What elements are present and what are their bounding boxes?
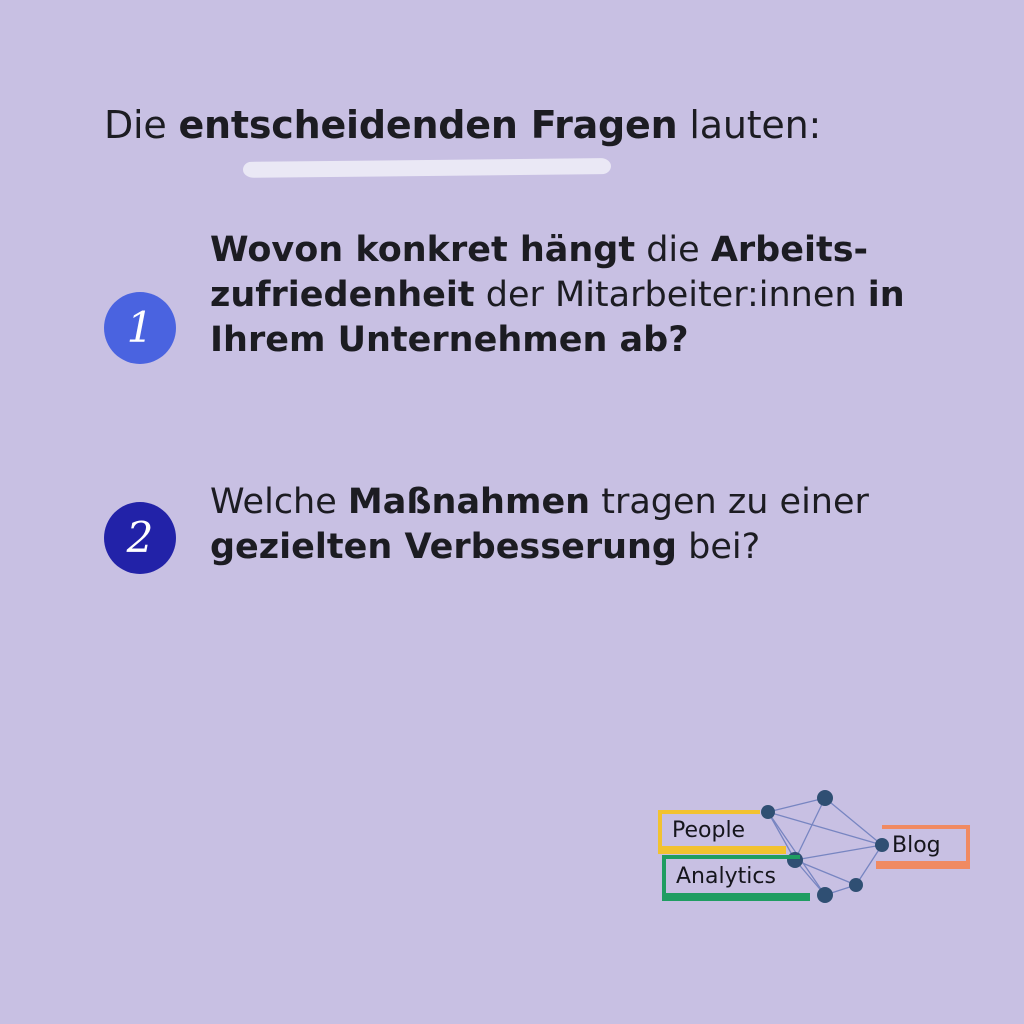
headline-emphasis: entscheidenden Fragen — [178, 103, 678, 147]
question-number-badge-2: 2 — [104, 502, 176, 574]
q2-seg-4: gezielten Verbesserung — [210, 526, 677, 567]
question-text-1 — [210, 228, 970, 362]
headline-underline-brush — [243, 158, 611, 178]
page-title — [104, 103, 821, 149]
q2-seg-3: tragen zu einer — [590, 482, 869, 522]
q1-seg-3: Arbeits-zufriedenheit — [210, 230, 869, 315]
q1-seg-4: der Mitarbeiter:innen — [474, 274, 868, 315]
headline-suffix: lauten: — [677, 103, 822, 147]
headline-prefix: Die — [104, 103, 179, 147]
question-text-2 — [210, 480, 970, 570]
logo-tag-analytics: Analytics — [662, 855, 800, 897]
logo-tag-blog: Blog — [882, 825, 970, 865]
q1-seg-1: Wovon konkret hängt — [210, 230, 636, 270]
question-number-badge-1: 1 — [104, 292, 176, 364]
brand-logo — [650, 790, 980, 935]
q2-seg-5: bei? — [676, 526, 761, 567]
q2-seg-2: Maßnahmen — [347, 482, 591, 522]
q1-seg-2: die — [635, 230, 711, 270]
q2-seg-1: Welche — [210, 482, 348, 522]
q1-seg-5: in Ihrem Unternehmen ab? — [210, 274, 905, 360]
logo-tag-people: People — [658, 810, 760, 850]
